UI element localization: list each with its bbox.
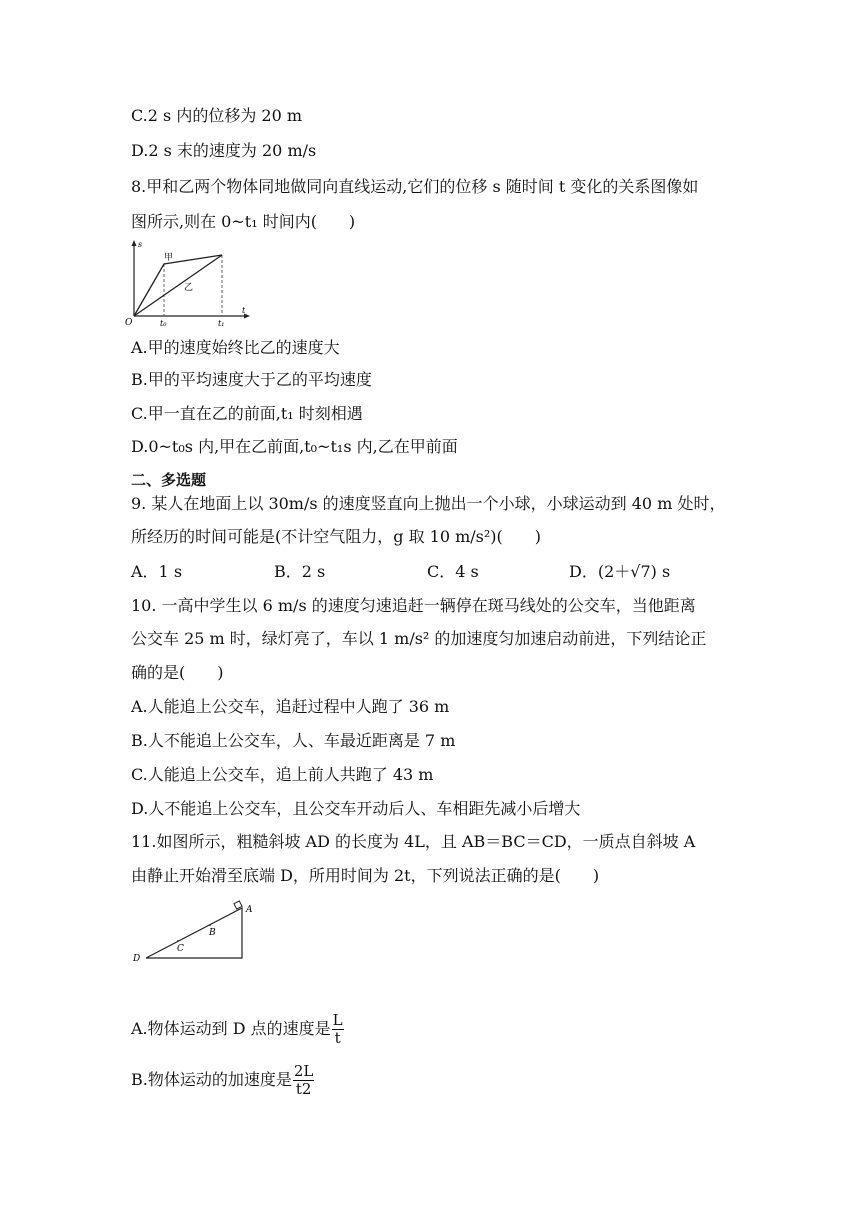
s-axis-arrow: [132, 240, 137, 246]
q9-option-d: D．(2＋√7) s: [569, 562, 671, 581]
point-b: [209, 924, 211, 926]
q11-slope-figure: [128, 898, 264, 968]
q8-option-d: D.0~t₀s 内,甲在乙前面,t₀~t₁s 内,乙在甲前面: [131, 437, 458, 456]
section-heading-multiple-choice: 二、多选题: [131, 471, 207, 489]
graph-label-yi: 乙: [184, 283, 194, 293]
q11-option-a-text: A.物体运动到 D 点的速度是: [131, 1019, 331, 1038]
q11-stem-line2: 由静止开始滑至底端 D，所用时间为 2t，下列说法正确的是( ): [131, 866, 600, 885]
q11-option-b-text: B.物体运动的加速度是: [131, 1070, 292, 1089]
q9-options-row: [131, 562, 731, 584]
fraction-denominator: t2: [295, 1080, 312, 1098]
graph-label-t: t: [242, 306, 246, 315]
q9-stem-line2: 所经历的时间可能是(不计空气阻力，g 取 10 m/s²)( ): [131, 527, 542, 546]
q11-option-b: [131, 1062, 314, 1098]
fraction-numerator: L: [332, 1011, 343, 1029]
q9-stem-line1: 9. 某人在地面上以 30m/s 的速度竖直向上抛出一个小球，小球运动到 40 m 处时，: [131, 494, 726, 513]
q7-option-c: C.2 s 内的位移为 20 m: [131, 106, 303, 125]
q9-option-a: A．1 s: [131, 562, 183, 581]
graph-label-origin: O: [125, 318, 133, 328]
graph-label-s: s: [138, 240, 143, 249]
q7-option-d: D.2 s 末的速度为 20 m/s: [131, 141, 317, 160]
q10-option-d: D.人不能追上公交车，且公交车开动后人、车相距先减小后增大: [131, 799, 581, 818]
q10-stem-line2: 公交车 25 m 时，绿灯亮了，车以 1 m/s² 的加速度匀加速启动前进，下列结论正: [131, 629, 707, 648]
q10-stem-line1: 10. 一高中学生以 6 m/s 的速度匀速追赶一辆停在斑马线处的公交车，当他距离: [131, 596, 696, 615]
q8-stem-line1: 8.甲和乙两个物体同地做同向直线运动,它们的位移 s 随时间 t 变化的关系图像如: [131, 177, 699, 196]
q10-option-a: A.人能追上公交车，追赶过程中人跑了 36 m: [131, 697, 450, 716]
slider-block: [234, 901, 242, 909]
q10-option-b: B.人不能追上公交车，人、车最近距离是 7 m: [131, 731, 456, 750]
q11-option-b-fraction: [293, 1063, 315, 1098]
q8-option-c: C.甲一直在乙的前面,t₁ 时刻相遇: [131, 404, 363, 423]
yi-line: [134, 255, 222, 316]
label-b: B: [209, 928, 216, 938]
q11-stem-line1: 11.如图所示，粗糙斜坡 AD 的长度为 4L，且 AB＝BC＝CD，一质点自斜坡 A: [131, 832, 696, 851]
q8-stem-line2: 图所示,则在 0~t₁ 时间内( ): [131, 212, 356, 231]
label-a: A: [246, 905, 253, 915]
fraction-denominator: t: [334, 1029, 341, 1047]
graph-label-t0: t₀: [160, 319, 167, 328]
graph-label-jia: 甲: [164, 253, 174, 263]
fraction-numerator: 2L: [293, 1062, 314, 1080]
q8-option-b: B.甲的平均速度大于乙的平均速度: [131, 370, 372, 389]
q9-option-c: C．4 s: [427, 562, 479, 581]
q10-option-c: C.人能追上公交车，追上前人共跑了 43 m: [131, 765, 434, 784]
q11-option-a: [131, 1011, 344, 1047]
q8-position-time-graph: [124, 236, 254, 328]
slope-triangle: [146, 908, 242, 958]
q9-option-b: B．2 s: [274, 562, 326, 581]
q11-option-a-fraction: [332, 1012, 344, 1047]
label-c: C: [177, 944, 184, 954]
q8-option-a: A.甲的速度始终比乙的速度大: [131, 338, 340, 357]
q10-stem-line3: 确的是( ): [131, 663, 224, 682]
point-c: [177, 940, 179, 942]
label-d: D: [133, 954, 141, 964]
graph-label-t1: t₁: [218, 319, 225, 328]
